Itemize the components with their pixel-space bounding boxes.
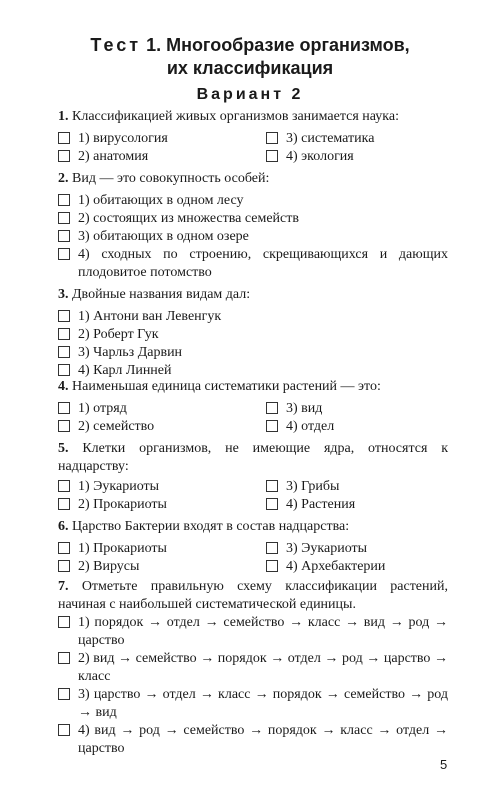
answer-option[interactable] xyxy=(266,148,354,166)
answer-label: 1) Эукариоты xyxy=(78,479,160,494)
answer-option[interactable] xyxy=(266,400,322,418)
answer-label: 2) вид → семейство → порядок → отдел → род → царство → класс xyxy=(78,651,448,684)
question-number: 1. xyxy=(58,109,69,124)
answer-checkbox[interactable] xyxy=(58,498,70,510)
test-title-line2: их классификация xyxy=(166,58,334,78)
variant-heading: Вариант 2 xyxy=(196,86,304,103)
answer-checkbox[interactable] xyxy=(58,364,70,376)
answer-checkbox[interactable] xyxy=(266,560,278,572)
question-2 xyxy=(58,170,448,188)
answer-label: 2) Вирусы xyxy=(78,559,140,574)
answer-label: 4) Растения xyxy=(286,497,356,512)
answer-label: 3) Чарльз Дарвин xyxy=(78,345,183,360)
answer-option[interactable] xyxy=(58,228,249,246)
answer-checkbox[interactable] xyxy=(58,132,70,144)
question-number: 7. xyxy=(58,579,69,594)
answer-checkbox[interactable] xyxy=(266,420,278,432)
answer-checkbox[interactable] xyxy=(58,652,70,664)
answer-checkbox[interactable] xyxy=(58,150,70,162)
answer-checkbox[interactable] xyxy=(58,420,70,432)
answer-option[interactable] xyxy=(58,558,139,576)
answer-checkbox[interactable] xyxy=(58,542,70,554)
answer-option[interactable] xyxy=(58,686,448,722)
answer-option[interactable] xyxy=(58,192,244,210)
answer-label: 2) Прокариоты xyxy=(78,497,167,512)
answer-option[interactable] xyxy=(58,148,148,166)
answer-label: 4) Архебактерии xyxy=(286,559,386,574)
answer-checkbox[interactable] xyxy=(58,230,70,242)
answer-checkbox[interactable] xyxy=(58,310,70,322)
answer-label: 1) Антони ван Левенгук xyxy=(78,309,222,324)
answer-label: 2) анатомия xyxy=(78,149,149,164)
answer-option[interactable] xyxy=(58,400,127,418)
question-number: 3. xyxy=(58,287,69,302)
question-text: Царство Бактерии входят в состав надцарства: xyxy=(72,519,350,534)
question-6 xyxy=(58,518,448,536)
question-number: 4. xyxy=(58,379,69,394)
answer-option[interactable] xyxy=(266,478,339,496)
question-text: Классификацией живых организмов занимается наука: xyxy=(72,109,399,124)
answer-label: 1) Прокариоты xyxy=(78,541,167,556)
answer-option[interactable] xyxy=(58,496,167,514)
question-text: Наименьшая единица систематики растений — это: xyxy=(72,379,381,394)
answer-label: 4) отдел xyxy=(286,419,335,434)
answer-checkbox[interactable] xyxy=(58,480,70,492)
question-text: Отметьте правильную схему классификации растений, начиная с наибольшей систематической единицы. xyxy=(58,579,449,612)
answer-checkbox[interactable] xyxy=(266,480,278,492)
answer-label: 2) семейство xyxy=(78,419,155,434)
question-text: Вид — это совокупность особей: xyxy=(72,171,270,186)
test-title-rest: 1. Многообразие организмов, xyxy=(146,35,410,55)
answer-checkbox[interactable] xyxy=(58,346,70,358)
question-number: 6. xyxy=(58,519,69,534)
answer-checkbox[interactable] xyxy=(266,498,278,510)
answer-option[interactable] xyxy=(58,418,154,436)
question-text: Клетки организмов, не имеющие ядра, относятся к надцарству: xyxy=(58,441,449,474)
answer-option[interactable] xyxy=(58,308,221,326)
answer-checkbox[interactable] xyxy=(266,542,278,554)
answer-label: 3) Эукариоты xyxy=(286,541,368,556)
answer-option[interactable] xyxy=(58,210,299,228)
answer-option[interactable] xyxy=(58,650,448,686)
answer-label: 3) вид xyxy=(286,401,323,416)
answer-checkbox[interactable] xyxy=(58,402,70,414)
answer-label: 4) Карл Линней xyxy=(78,363,172,378)
answer-option[interactable] xyxy=(58,246,448,282)
answer-label: 1) отряд xyxy=(78,401,127,416)
answer-label: 3) систематика xyxy=(286,131,375,146)
answer-checkbox[interactable] xyxy=(58,616,70,628)
answer-option[interactable] xyxy=(266,418,334,436)
question-text: Двойные названия видам дал: xyxy=(72,287,251,302)
answer-label: 3) Грибы xyxy=(286,479,340,494)
test-title-line1 xyxy=(0,34,500,56)
answer-option[interactable] xyxy=(266,558,385,576)
answer-checkbox[interactable] xyxy=(58,248,70,260)
page-number: 5 xyxy=(440,757,448,772)
answer-checkbox[interactable] xyxy=(58,688,70,700)
answer-option[interactable] xyxy=(58,478,159,496)
answer-option[interactable] xyxy=(58,540,167,558)
answer-option[interactable] xyxy=(58,326,159,344)
answer-option[interactable] xyxy=(266,496,355,514)
answer-label: 1) порядок → отдел → семейство → класс → вид → род → царство xyxy=(78,615,448,648)
answer-label: 3) обитающих в одном озере xyxy=(78,229,249,244)
answer-label: 1) обитающих в одном лесу xyxy=(78,193,244,208)
answer-checkbox[interactable] xyxy=(58,194,70,206)
test-title-word: Тест xyxy=(90,35,142,55)
answer-label: 4) сходных по строению, скрещивающихся и дающих плодовитое потомство xyxy=(78,247,448,280)
answer-option[interactable] xyxy=(58,344,182,362)
answer-checkbox[interactable] xyxy=(58,328,70,340)
answer-checkbox[interactable] xyxy=(58,560,70,572)
answer-option[interactable] xyxy=(266,540,367,558)
answer-option[interactable] xyxy=(58,130,168,148)
question-number: 5. xyxy=(58,441,69,456)
question-7 xyxy=(58,578,448,614)
question-3 xyxy=(58,286,448,304)
answer-checkbox[interactable] xyxy=(58,212,70,224)
answer-checkbox[interactable] xyxy=(266,150,278,162)
question-5 xyxy=(58,440,448,476)
answer-label: 2) Роберт Гук xyxy=(78,327,159,342)
answer-option[interactable] xyxy=(58,614,448,650)
answer-option[interactable] xyxy=(266,130,374,148)
answer-option[interactable] xyxy=(58,722,448,758)
answer-checkbox[interactable] xyxy=(266,132,278,144)
answer-label: 3) царство → отдел → класс → порядок → семейство → род → вид xyxy=(78,687,448,720)
answer-checkbox[interactable] xyxy=(58,724,70,736)
question-4 xyxy=(58,378,448,396)
answer-label: 4) вид → род → семейство → порядок → класс → отдел → царство xyxy=(78,723,448,756)
answer-checkbox[interactable] xyxy=(266,402,278,414)
answer-label: 2) состоящих из множества семейств xyxy=(78,211,299,226)
question-number: 2. xyxy=(58,171,69,186)
answer-label: 1) вирусология xyxy=(78,131,168,146)
question-1 xyxy=(58,108,448,126)
answer-label: 4) экология xyxy=(286,149,354,164)
